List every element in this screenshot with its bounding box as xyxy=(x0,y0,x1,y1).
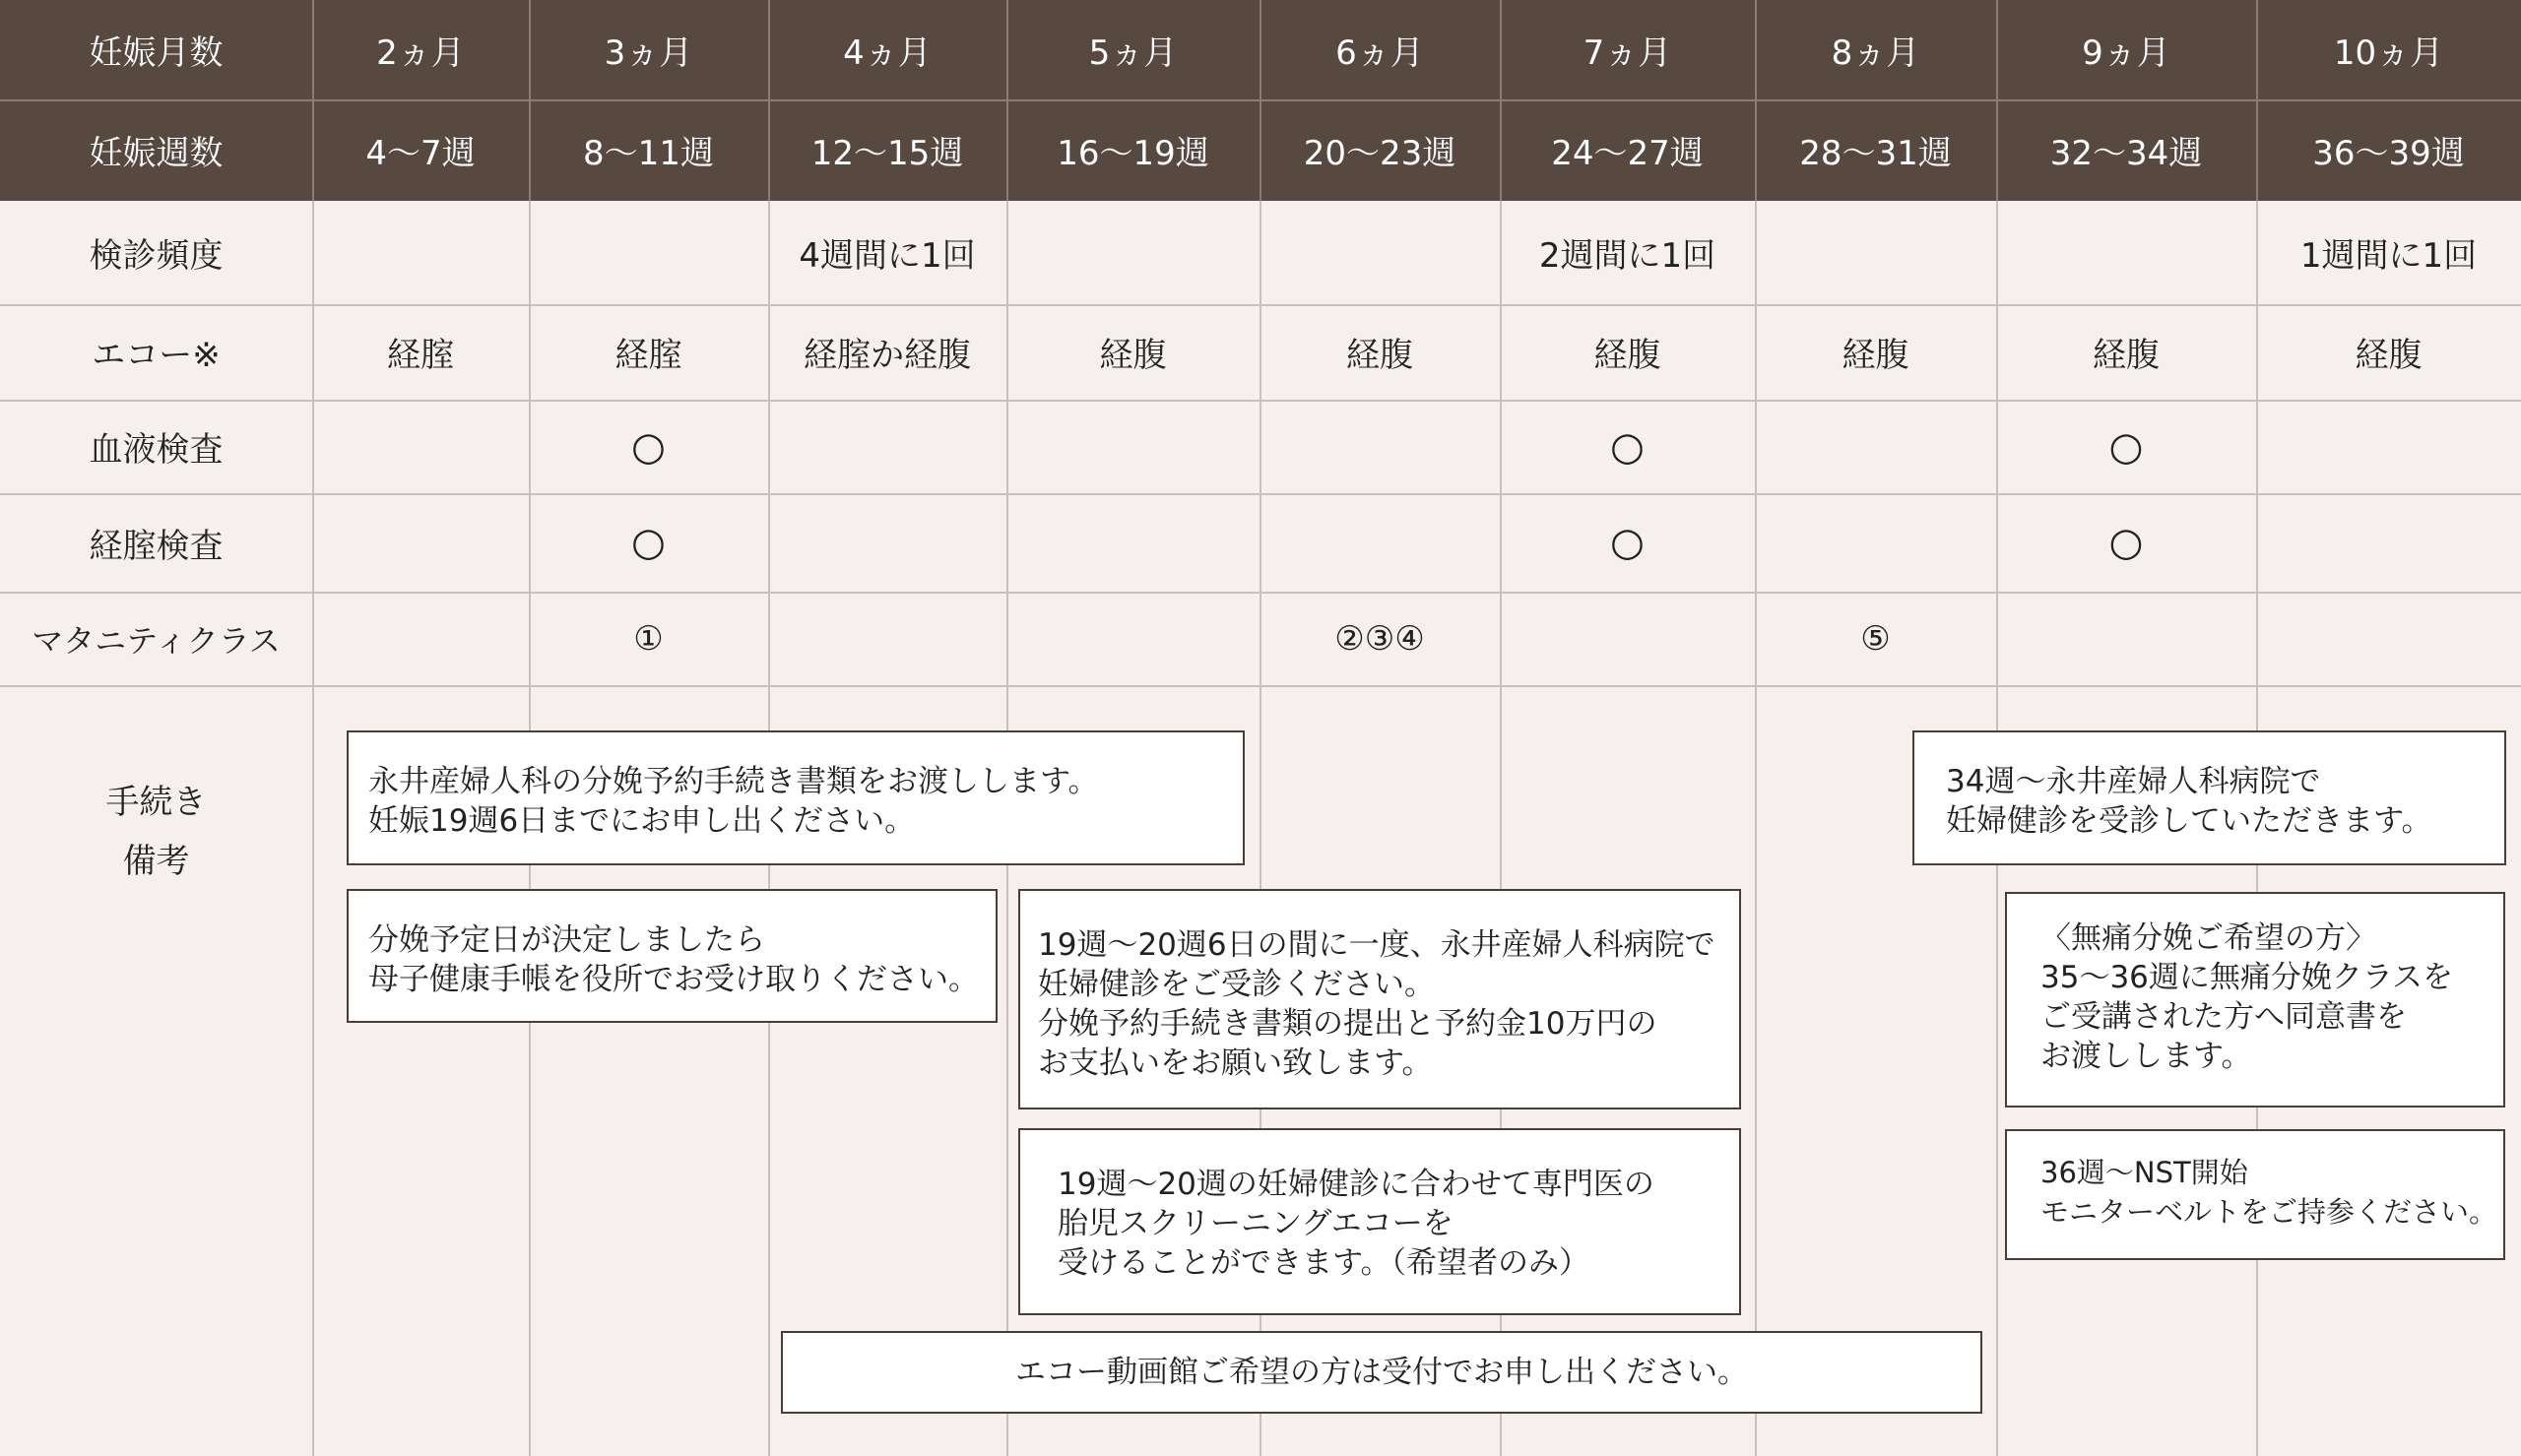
blood-test-mark: ○ xyxy=(2108,423,2144,470)
echo-cell: 経腹 xyxy=(1593,336,1661,375)
note-line: 19週〜20週6日の間に一度、永井産婦人科病院で xyxy=(1038,927,1715,963)
week-cell: 12〜15週 xyxy=(810,134,964,173)
week-cell: 16〜19週 xyxy=(1057,134,1209,173)
note-line: お渡しします。 xyxy=(2040,1039,2252,1074)
row-divider xyxy=(0,685,2521,687)
week-cell: 28〜31週 xyxy=(1799,134,1952,173)
checkup-cell: 1週間に1回 xyxy=(2299,236,2478,276)
note-line: 〈無痛分娩ご希望の方〉 xyxy=(2040,920,2376,956)
note-line: 妊婦健診を受診していただきます。 xyxy=(1946,803,2432,839)
note-fetal-screening xyxy=(1018,1128,1741,1315)
checkup-cell: 2週間に1回 xyxy=(1538,236,1716,276)
week-cell: 32〜34週 xyxy=(2049,134,2203,173)
note-line: 母子健康手帳を役所でお受け取りください。 xyxy=(368,962,979,997)
month-cell: 10ヵ月 xyxy=(2333,33,2444,73)
month-cell: 5ヵ月 xyxy=(1088,33,1178,73)
procedures-label-line: 備考 xyxy=(122,842,190,881)
month-cell: 4ヵ月 xyxy=(843,33,932,73)
note-line: お支払いをお願い致します。 xyxy=(1038,1045,1433,1081)
echo-cell: 経腹 xyxy=(1099,336,1167,375)
month-cell: 2ヵ月 xyxy=(376,33,465,73)
echo-row-label: エコー※ xyxy=(92,336,221,375)
note-line: エコー動画館ご希望の方は受付でお申し出ください。 xyxy=(1015,1355,1748,1390)
note-line: 19週〜20週の妊婦健診に合わせて専門医の xyxy=(1058,1167,1654,1202)
echo-cell: 経腟か経腹 xyxy=(804,336,971,375)
note-line: 胎児スクリーニングエコーを xyxy=(1058,1206,1454,1241)
month-cell: 6ヵ月 xyxy=(1335,33,1424,73)
note-line: 35〜36週に無痛分娩クラスを xyxy=(2040,960,2453,995)
note-line: 永井産婦人科の分娩予約手続き書類をお渡しします。 xyxy=(368,764,1099,799)
maternity-class-row-label: マタニティクラス xyxy=(32,621,281,660)
procedures-label-line: 手続き xyxy=(105,783,207,822)
week-cell: 4〜7週 xyxy=(365,134,476,173)
week-label: 妊娠週数 xyxy=(89,134,224,173)
echo-cell: 経腹 xyxy=(1346,336,1413,375)
note-line: 34週〜永井産婦人科病院で xyxy=(1946,764,2321,799)
blood-test-mark: ○ xyxy=(1610,423,1645,470)
vaginal-test-mark: ○ xyxy=(1610,520,1645,565)
note-line: モニターベルトをご持参ください。 xyxy=(2040,1195,2498,1229)
note-line: 受けることができます。（希望者のみ） xyxy=(1058,1245,1590,1281)
month-cell: 8ヵ月 xyxy=(1831,33,1920,73)
month-cell: 3ヵ月 xyxy=(604,33,693,73)
note-line: 分娩予約手続き書類の提出と予約金10万円の xyxy=(1038,1006,1657,1042)
week-cell: 20〜23週 xyxy=(1303,134,1456,173)
week-cell: 24〜27週 xyxy=(1551,134,1704,173)
blood-test-row-label: 血液検査 xyxy=(89,430,224,470)
note-line: ご受講された方へ同意書を xyxy=(2040,999,2407,1035)
week-cell: 36〜39週 xyxy=(2312,134,2465,173)
vaginal-test-row-label: 経腟検査 xyxy=(89,526,224,566)
note-line: 妊婦健診をご受診ください。 xyxy=(1038,967,1435,1002)
maternity-class-mark: ②③④ xyxy=(1334,618,1425,659)
note-echo-video xyxy=(781,1331,1982,1414)
month-cell: 9ヵ月 xyxy=(2082,33,2170,73)
note-hospital-visit xyxy=(1018,889,1741,1109)
echo-cell: 経腟 xyxy=(614,336,682,375)
maternity-class-mark: ⑤ xyxy=(1860,618,1891,659)
blood-test-mark: ○ xyxy=(631,423,666,470)
note-nst-start xyxy=(2005,1129,2505,1260)
vaginal-test-mark: ○ xyxy=(631,520,666,565)
echo-cell: 経腹 xyxy=(1842,336,1909,375)
procedures-row-label xyxy=(0,773,312,891)
note-booking-documents xyxy=(347,730,1245,865)
week-cell: 8〜11週 xyxy=(583,134,714,173)
note-line: 分娩予定日が決定しましたら xyxy=(368,922,765,958)
month-label: 妊娠月数 xyxy=(89,33,224,73)
echo-cell: 経腹 xyxy=(2355,336,2423,375)
maternity-class-mark: ① xyxy=(633,618,664,659)
checkup-row-label: 検診頻度 xyxy=(89,236,224,276)
note-line: 妊娠19週6日までにお申し出ください。 xyxy=(368,803,916,839)
note-maternal-handbook xyxy=(347,889,998,1023)
note-painless-delivery xyxy=(2005,892,2505,1108)
note-34-week-checkup xyxy=(1912,730,2506,865)
vaginal-test-mark: ○ xyxy=(2108,520,2144,565)
note-line: 36週〜NST開始 xyxy=(2040,1156,2248,1189)
month-cell: 7ヵ月 xyxy=(1583,33,1672,73)
echo-cell: 経腹 xyxy=(2093,336,2160,375)
echo-cell: 経腟 xyxy=(387,336,454,375)
checkup-cell: 4週間に1回 xyxy=(799,236,976,276)
